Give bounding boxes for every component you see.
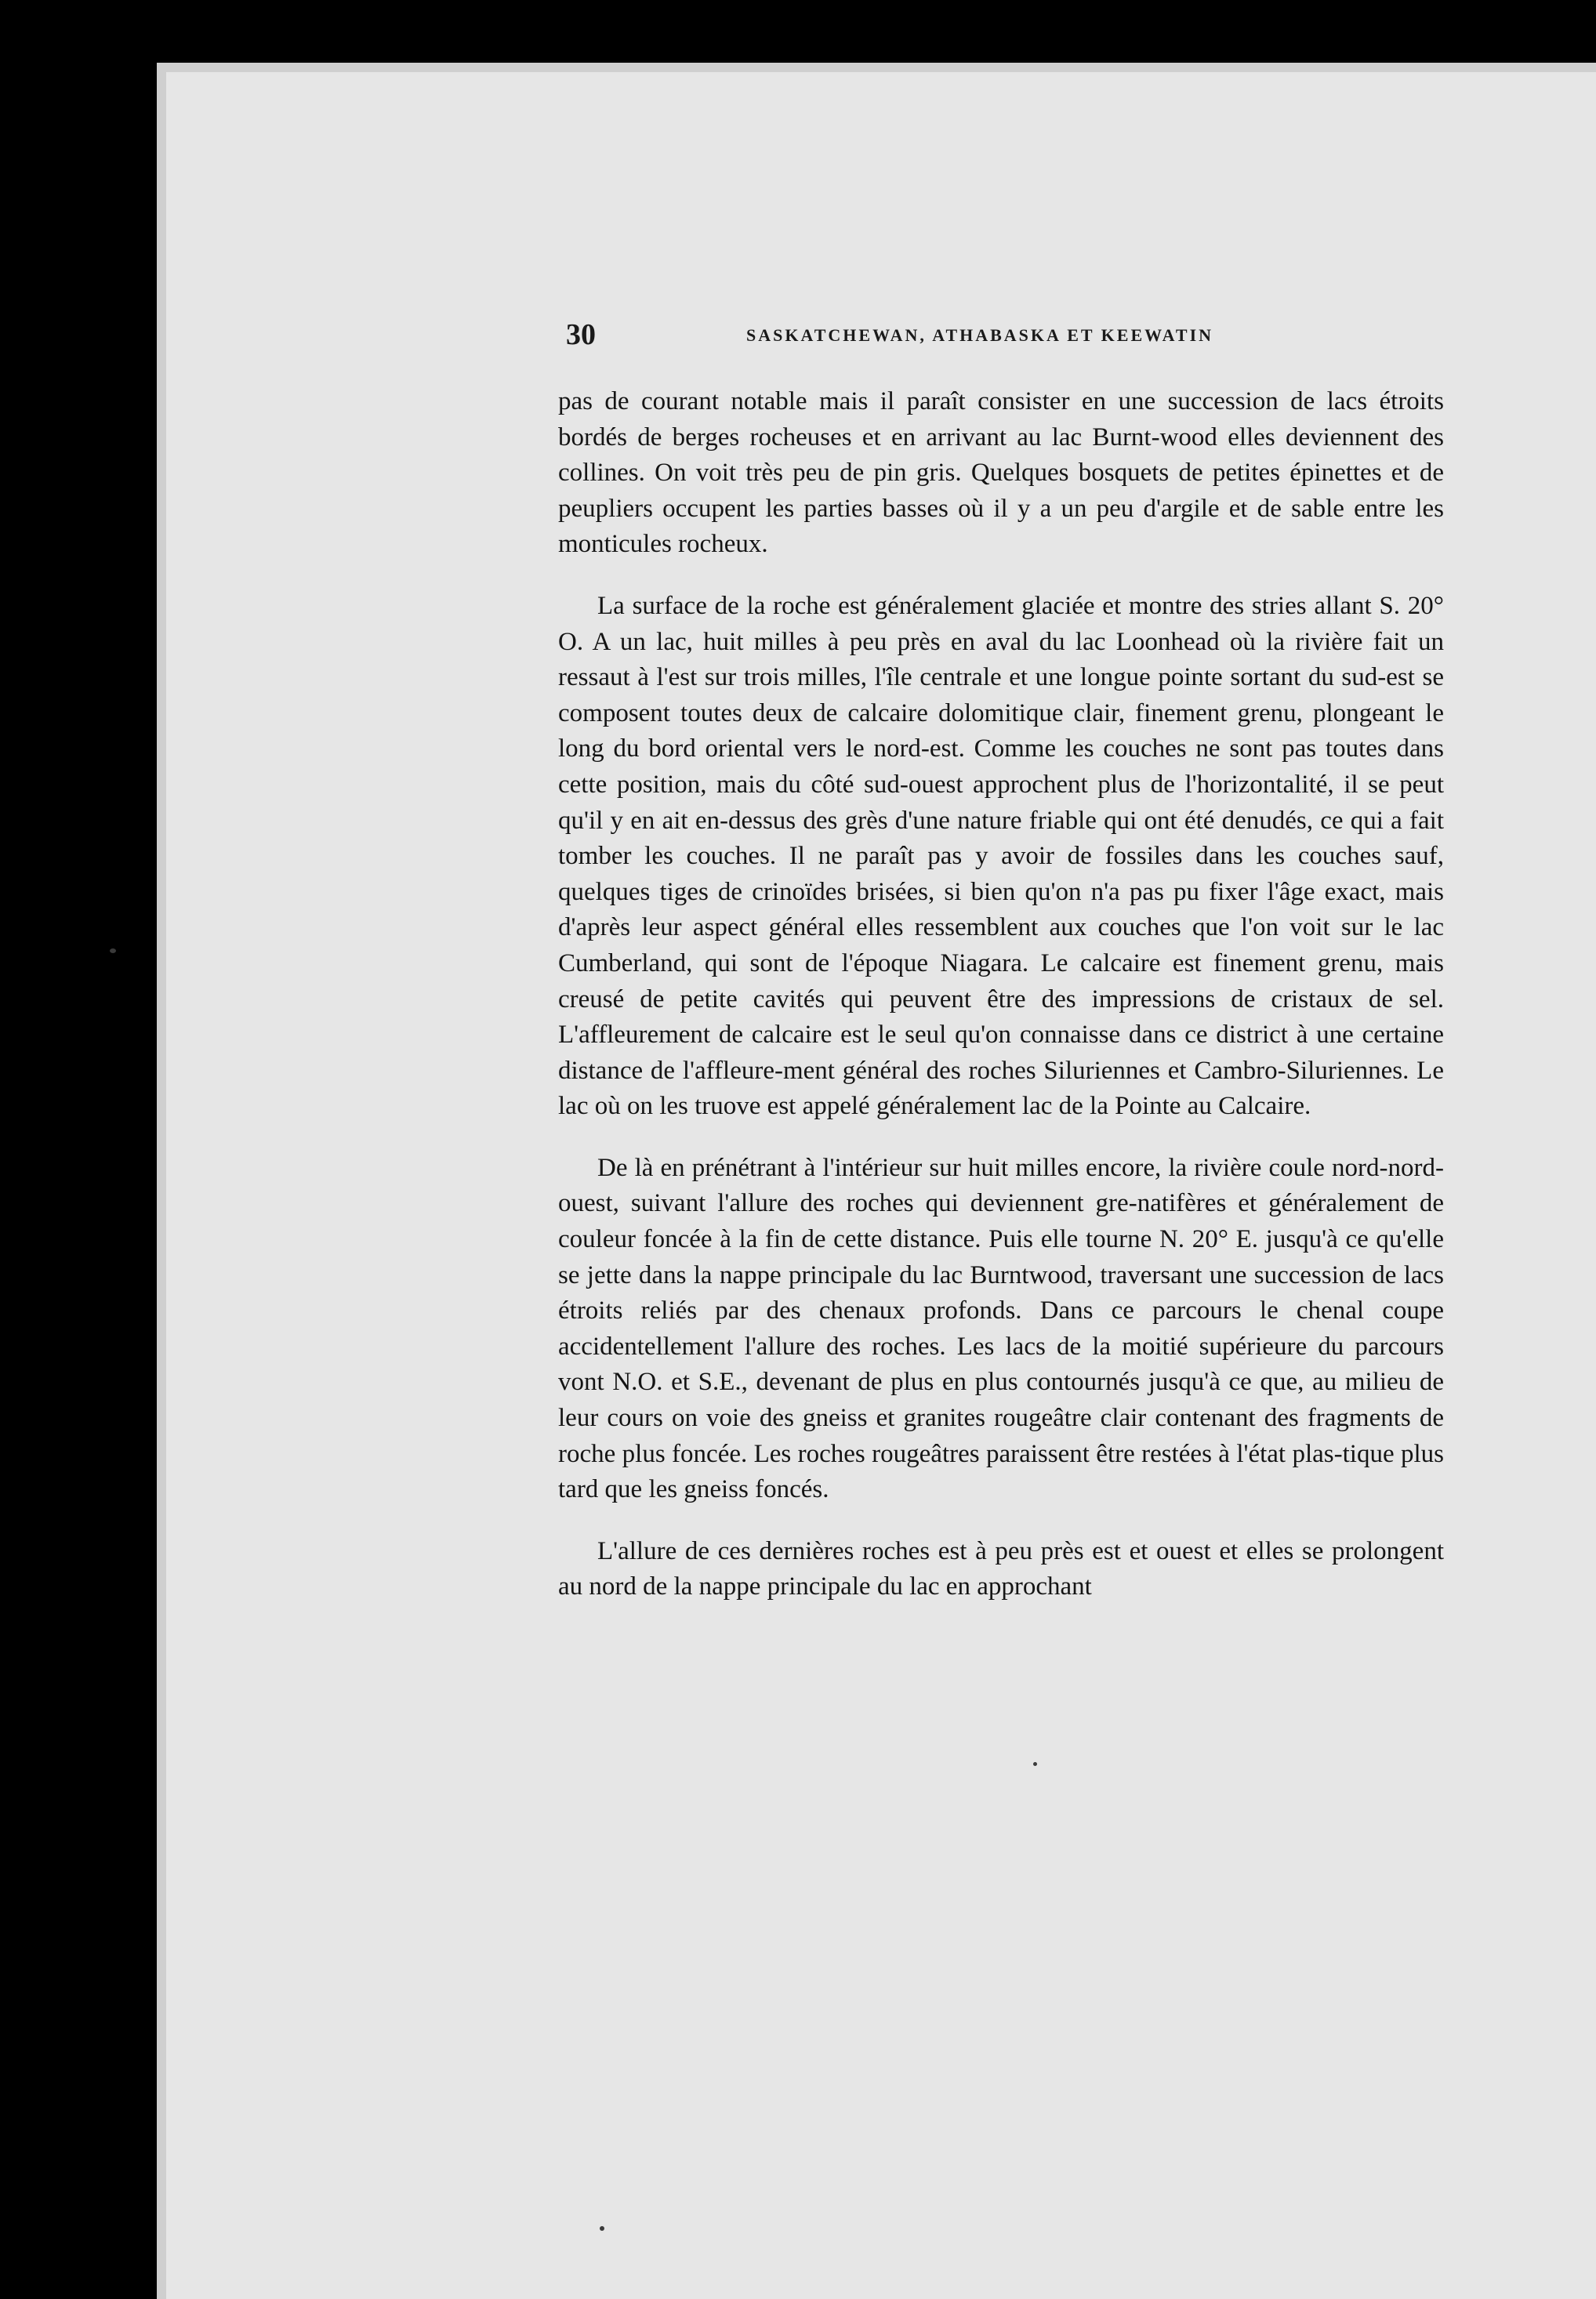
scan-speck — [1033, 1762, 1037, 1766]
page-number: 30 — [566, 318, 596, 351]
paragraph-3: De là en prénétrant à l'intérieur sur huit milles encore, la rivière coule nord-nord-ouest, suivant l'allure des roches qui deviennent gre-natifères et généralement de couleur foncée à la fin de cette distance. Puis elle tourne N. 20° E. jusqu'à ce qu'elle se jette dans la nappe principale du lac Burntwood, traversant une succession de lacs étroits reliés par des chenaux profonds. Dans ce parcours le chenal coupe accidentellement l'allure des roches. Les lacs de la moitié supérieure du parcours vont N.O. et S.E., devenant de plus en plus contournés jusqu'à ce que, au milieu de leur cours on voie des gneiss et granites rougeâtre clair contenant des fragments de roche plus foncée. Les roches rougeâtres paraissent être restées à l'état plas-tique plus tard que les gneiss foncés. — [558, 1153, 1444, 1504]
scan-speck — [110, 948, 116, 953]
scan-speck — [600, 2226, 604, 2231]
running-head: SASKATCHEWAN, ATHABASKA ET KEEWATIN — [746, 325, 1214, 345]
paragraph-1: pas de courant notable mais il paraît consister en une succession de lacs étroits bordés de berges rocheuses et en arrivant au lac Burnt-wood elles deviennent des collines. On voit très peu de pin gris. Quelques bosquets de petites épinettes et de peupliers occupent les parties basses où il y a un peu d'argile et de sable entre les monticules rocheux. — [558, 387, 1444, 559]
paragraph-2: La surface de la roche est généralement glaciée et montre des stries allant S. 20° O. A un lac, huit milles à peu près en aval du lac Loonhead où la rivière fait un ressaut à l'est sur trois milles, l'île centrale et une longue pointe sortant du sud-est se composent toutes deux de calcaire dolomitique clair, finement grenu, plongeant le long du bord oriental vers le nord-est. Comme les couches ne sont pas toutes dans cette position, mais du côté sud-ouest approchent plus de l'horizontalité, il se peut qu'il y en ait en-dessus des grès d'une nature friable qui ont été denudés, ce qui a fait tomber les couches. Il ne paraît pas y avoir de fossiles dans les couches sauf, quelques tiges de crinoïdes brisées, si bien qu'on n'a pas pu fixer l'âge exact, mais d'après leur aspect général elles ressemblent aux couches que l'on voit sur le lac Cumberland, qui sont de l'époque Niagara. Le calcaire est finement grenu, mais creusé de petite cavités qui peuvent être des impressions de cristaux de sel. L'affleurement de calcaire est le seul qu'on connaisse dans ce district à une certaine distance de l'affleure-ment général des roches Siluriennes et Cambro-Siluriennes. Le lac où on les truove est appelé généralement lac de la Pointe au Calcaire. — [558, 591, 1444, 1121]
body-text — [558, 384, 1444, 1605]
page-header — [566, 317, 1444, 364]
paragraph-4: L'allure de ces dernières roches est à peu près est et ouest et elles se prolongent au nord de la nappe principale du lac en approchant — [558, 1536, 1444, 1601]
